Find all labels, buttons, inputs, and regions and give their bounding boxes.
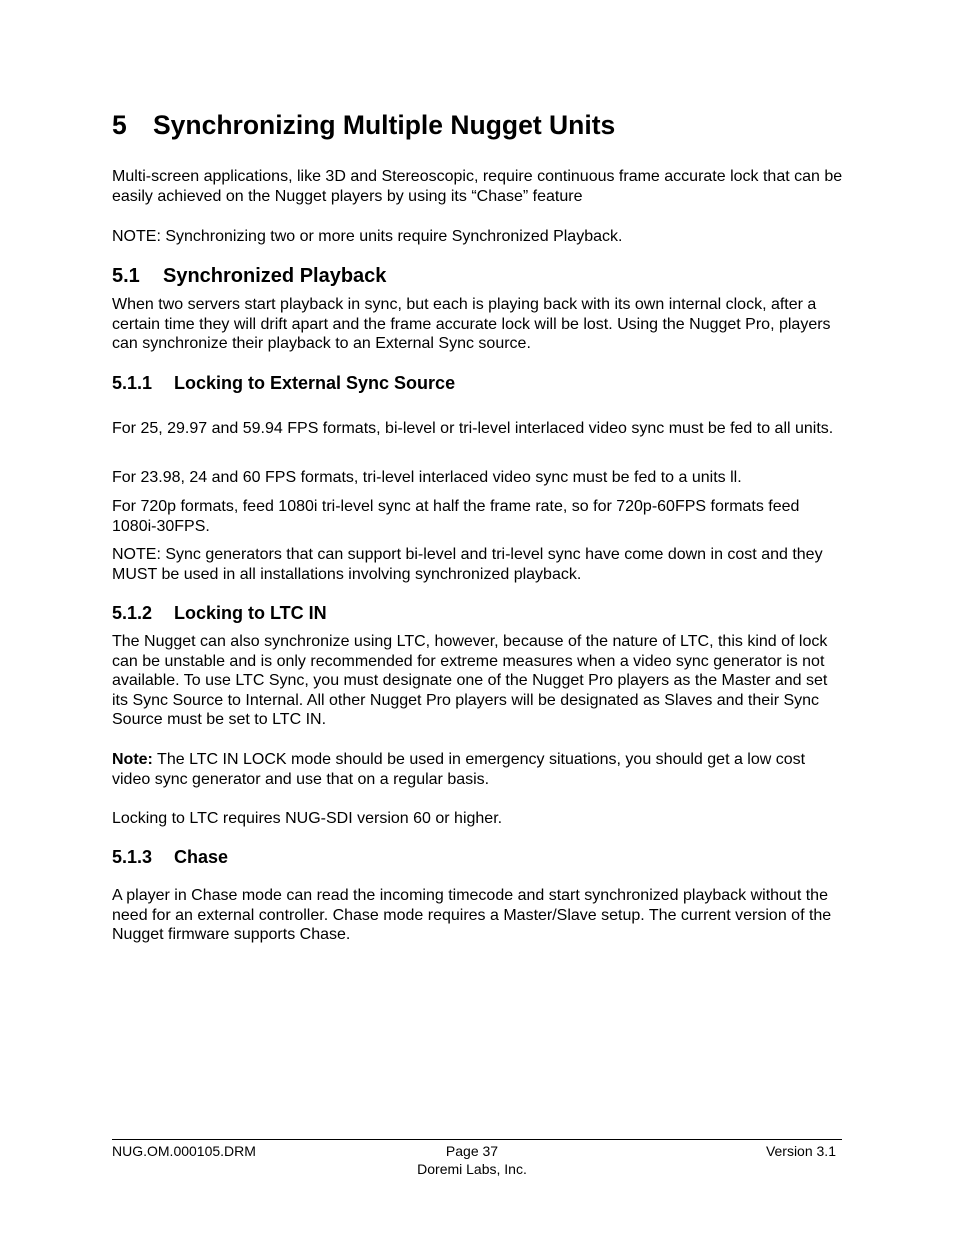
subsection-heading-5-1-1 — [112, 373, 455, 394]
chapter-heading — [112, 110, 615, 141]
chapter-number: 5 — [112, 110, 127, 140]
subsection-title: Locking to LTC IN — [174, 603, 327, 623]
intro-note: NOTE: Synchronizing two or more units require Synchronized Playback. — [112, 228, 623, 245]
section-5-1-2-para-1: The Nugget can also synchronize using LTC, however, because of the nature of LTC, this kind of lock can be unstable and is only recommended for extreme measures when a video sync generator is not available. To use LTC Sync, you must designate one of the Nugget Pro players as the Master and set its Sync Source to Internal. All other Nugget Pro players will be designated as Slaves and their Sync Source must be set to LTC IN. — [112, 633, 828, 729]
subsection-heading-5-1-3 — [112, 847, 228, 868]
section-title: Synchronized Playback — [163, 265, 387, 287]
section-5-1-2-para-3: Locking to LTC requires NUG-SDI version 60 or higher. — [112, 810, 503, 827]
subsection-number: 5.1.2 — [112, 603, 153, 623]
section-5-1-1-note: NOTE: Sync generators that can support bi-level and tri-level sync have come down in cost and they MUST be used in all installations involving synchronized playback. — [112, 546, 823, 583]
section-number: 5.1 — [112, 265, 140, 287]
footer-version: Version 3.1 — [765, 1143, 836, 1159]
section-5-1-1-para-1: For 25, 29.97 and 59.94 FPS formats, bi-level or tri-level interlaced video sync must be fed to all units. — [112, 420, 834, 437]
intro-paragraph: Multi-screen applications, like 3D and Stereoscopic, require continuous frame accurate lock that can be easily achieved on the Nugget players by using its “Chase” feature — [112, 168, 843, 205]
subsection-number: 5.1.1 — [112, 373, 153, 393]
section-5-1-2-note — [112, 750, 844, 789]
subsection-heading-5-1-2 — [112, 603, 327, 624]
subsection-title: Chase — [174, 847, 229, 867]
footer-doc-id: NUG.OM.000105.DRM — [112, 1143, 256, 1159]
section-5-1-1-para-3: For 720p formats, feed 1080i tri-level sync at half the frame rate, so for 720p-60FPS formats feed 1080i-30FPS. — [112, 498, 800, 535]
chapter-title: Synchronizing Multiple Nugget Units — [153, 110, 616, 140]
section-5-1-body: When two servers start playback in sync, but each is playing back with its own internal clock, after a certain time they will drift apart and the frame accurate lock will be lost. Using the Nugget Pro, players can synchronize their playback to an External Sync source. — [112, 296, 831, 353]
subsection-number: 5.1.3 — [112, 847, 153, 867]
section-5-1-3-para-1: A player in Chase mode can read the incoming timecode and start synchronized playback without the need for an external controller. Chase mode requires a Master/Slave setup. The current version of the Nugget firmware supports Chase. — [112, 887, 832, 944]
footer-company: Doremi Labs, Inc. — [417, 1161, 527, 1177]
subsection-title: Locking to External Sync Source — [174, 373, 456, 393]
note-label: Note: — [112, 751, 153, 768]
footer-page-number: Page 37 — [445, 1143, 499, 1159]
section-5-1-1-para-2: For 23.98, 24 and 60 FPS formats, tri-level interlaced video sync must be fed to a units ll. — [112, 469, 742, 486]
footer-divider — [112, 1139, 842, 1140]
note-text: The LTC IN LOCK mode should be used in emergency situations, you should get a low cost video sync generator and use that on a regular basis. — [112, 751, 806, 788]
section-heading-5-1 — [112, 265, 386, 288]
